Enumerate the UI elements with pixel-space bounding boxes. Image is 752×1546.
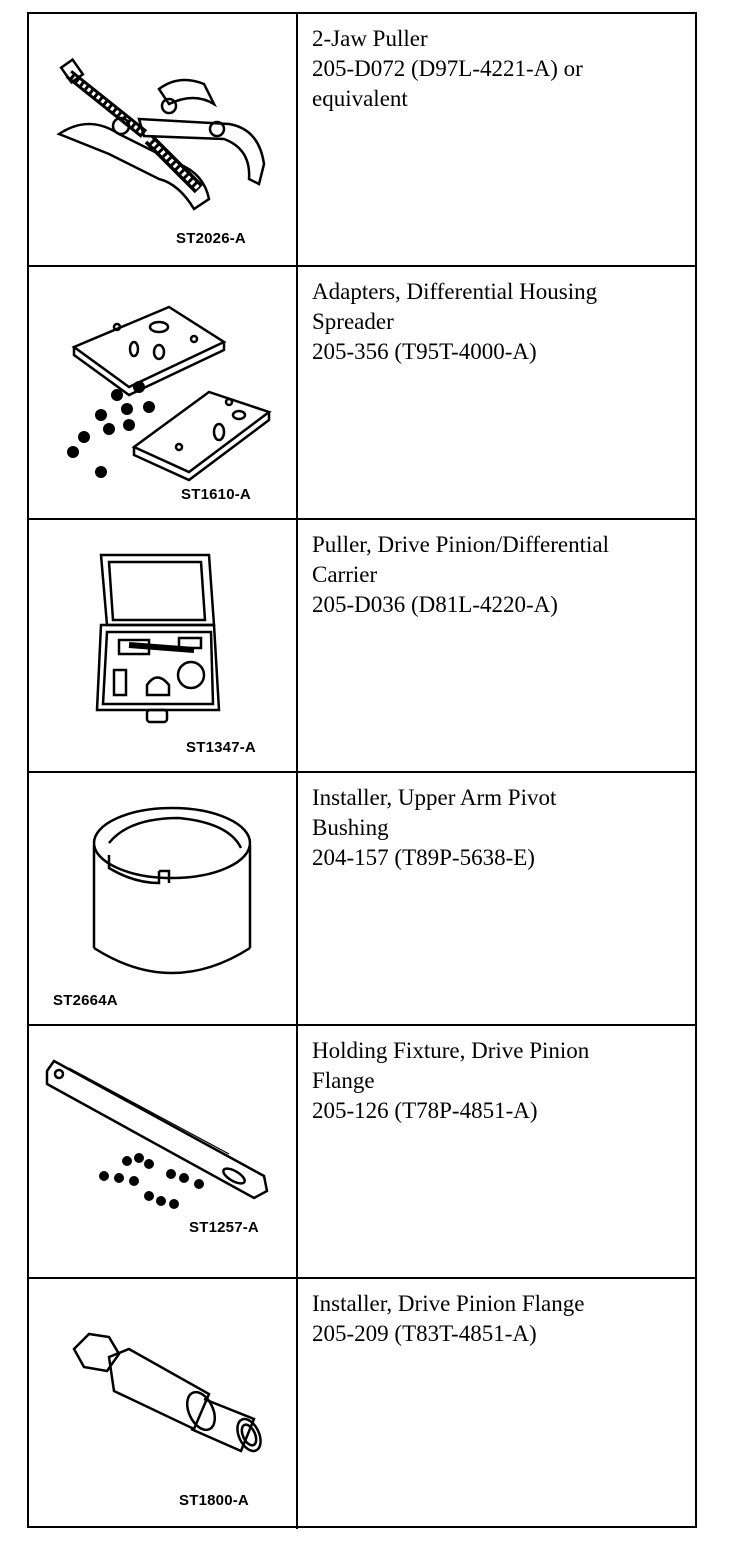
tool-name-line: Spreader: [312, 309, 394, 334]
tool-name-line: Flange: [312, 1068, 375, 1093]
tool-illustration-cell: [29, 1026, 298, 1277]
tool-equivalent-line: equivalent: [312, 86, 408, 111]
tool-illustration-cell: [29, 14, 298, 265]
tool-row: [29, 520, 695, 773]
tool-number-line: 204-157 (T89P-5638-E): [312, 845, 535, 870]
tool-description: [312, 24, 687, 114]
tool-name-line: Adapters, Differential Housing: [312, 279, 598, 304]
illustration-code: ST1257-A: [189, 1219, 259, 1236]
illustration-code: ST1800-A: [179, 1492, 249, 1509]
tool-description: [312, 1289, 687, 1349]
holding-fixture-illustration: [29, 1026, 296, 1276]
tool-name-line: Puller, Drive Pinion/Differential: [312, 532, 609, 557]
tool-name-line: Bushing: [312, 815, 389, 840]
tool-row: [29, 1279, 695, 1529]
tool-number-line: 205-356 (T95T-4000-A): [312, 339, 537, 364]
tool-row: [29, 267, 695, 520]
tool-description: [312, 277, 687, 367]
puller-case-illustration: [29, 520, 296, 770]
tool-illustration-cell: [29, 267, 298, 518]
two-jaw-puller-illustration: [29, 14, 296, 264]
tool-name-line: Installer, Upper Arm Pivot: [312, 785, 557, 810]
illustration-code: ST1610-A: [181, 486, 251, 503]
tool-description: [312, 783, 687, 873]
tool-description: [312, 1036, 687, 1126]
tool-name-line: Installer, Drive Pinion Flange: [312, 1291, 585, 1316]
tool-name-line: 2-Jaw Puller: [312, 26, 428, 51]
spreader-adapters-illustration: [29, 267, 296, 517]
tool-name-line: Holding Fixture, Drive Pinion: [312, 1038, 590, 1063]
tool-row: [29, 14, 695, 267]
tool-row: [29, 773, 695, 1026]
illustration-code: ST1347-A: [186, 739, 256, 756]
tool-number-line: 205-126 (T78P-4851-A): [312, 1098, 538, 1123]
tool-number-line: 205-D036 (D81L-4220-A): [312, 592, 558, 617]
flange-installer-illustration: [29, 1279, 296, 1529]
illustration-code: ST2664A: [53, 992, 118, 1009]
tool-illustration-cell: [29, 1279, 298, 1529]
tool-number-line: 205-209 (T83T-4851-A): [312, 1321, 537, 1346]
tool-number-line: 205-D072 (D97L-4221-A) or: [312, 56, 583, 81]
tool-row: [29, 1026, 695, 1279]
special-tools-table: [27, 12, 697, 1528]
tool-illustration-cell: [29, 520, 298, 771]
illustration-code: ST2026-A: [176, 230, 246, 247]
tool-illustration-cell: [29, 773, 298, 1024]
tool-description: [312, 530, 687, 620]
bushing-installer-illustration: [29, 773, 296, 1023]
tool-name-line: Carrier: [312, 562, 378, 587]
